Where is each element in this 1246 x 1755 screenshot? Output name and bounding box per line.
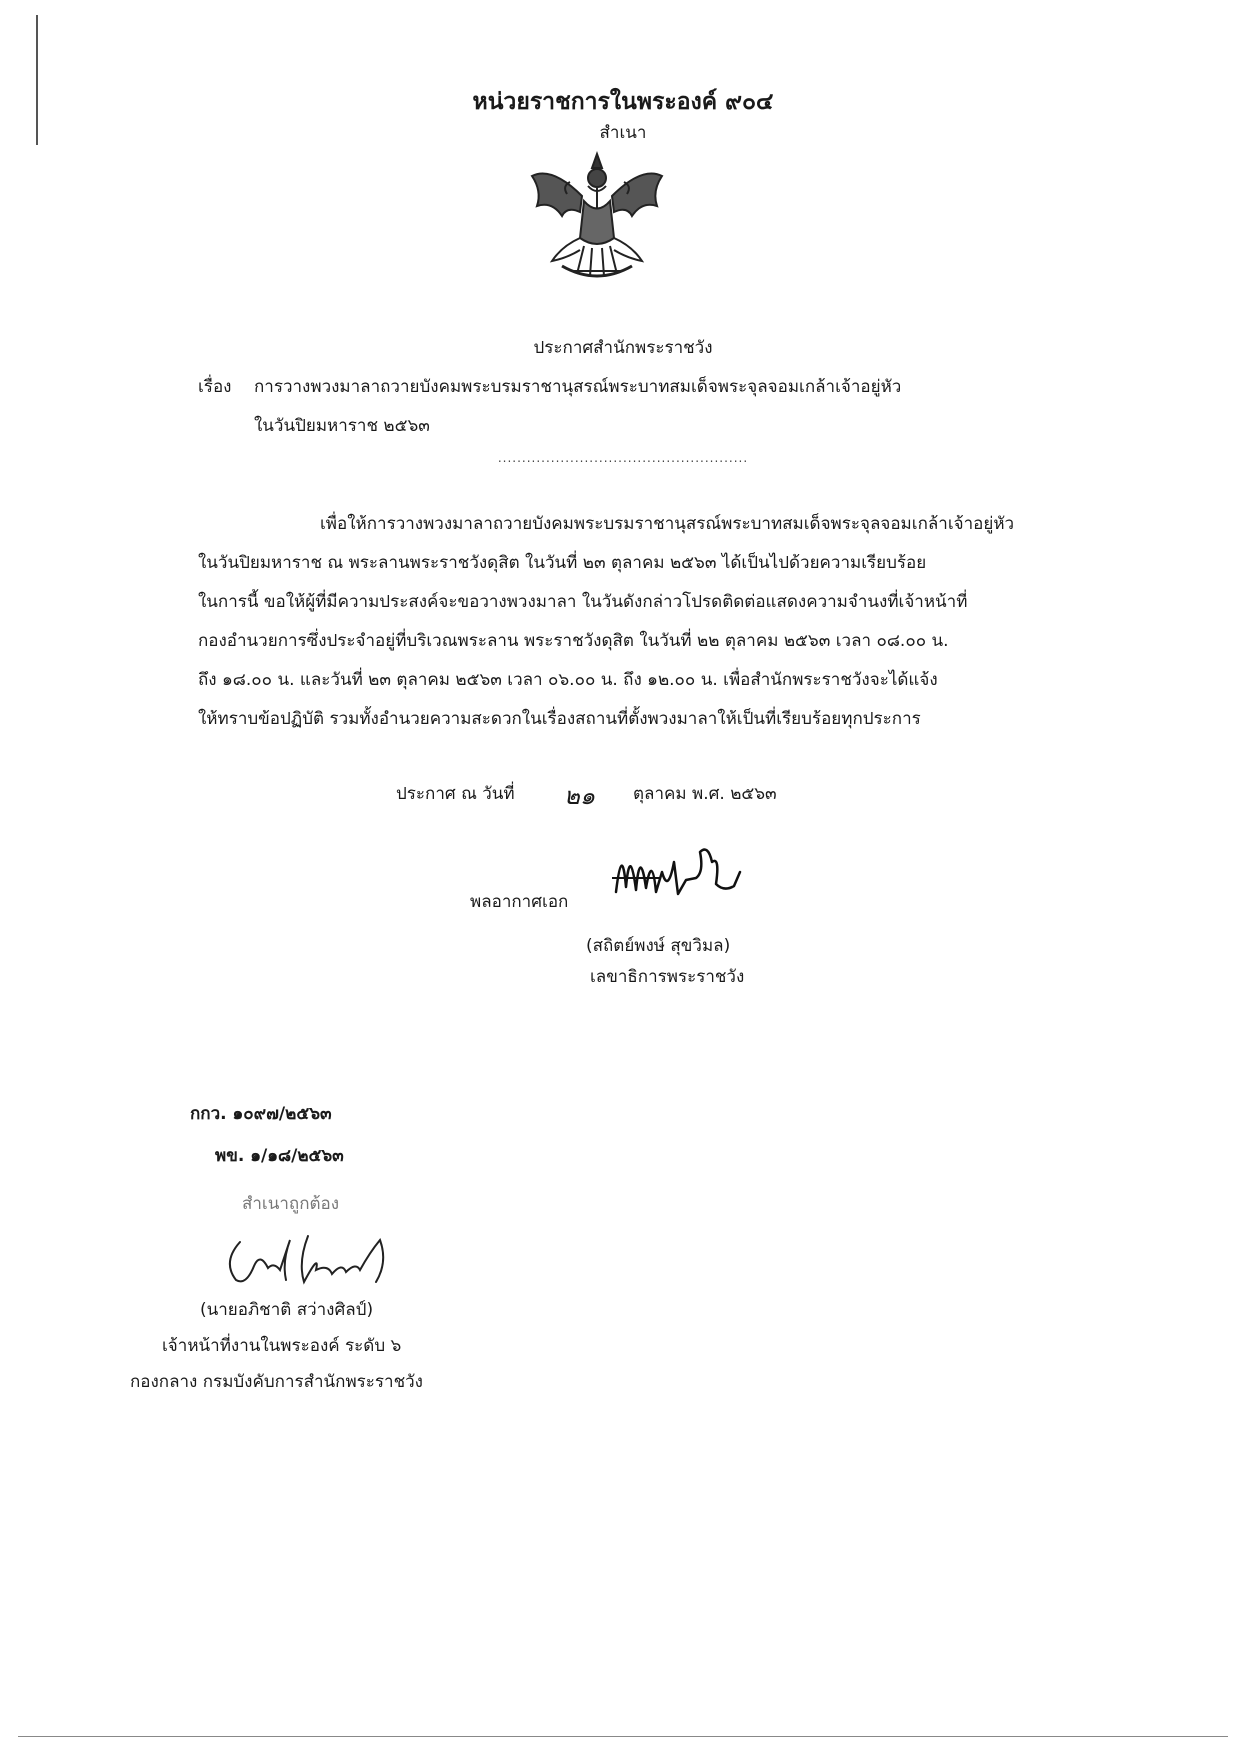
certifier-department: กองกลาง กรมบังคับการสำนักพระราชวัง [130, 1372, 423, 1392]
subject-label: เรื่อง [198, 377, 232, 397]
body-line: กองอำนวยการซึ่งประจำอยู่ที่บริเวณพระลาน พระราชวังดุสิต ในวันที่ ๒๒ ตุลาคม ๒๕๖๓ เวลา ๐๘.๐๐ น. [198, 631, 949, 651]
subject-line-2: ในวันปิยมหาราช ๒๕๖๓ [254, 416, 430, 436]
reference-number-1: กกว. ๑๐๙๗/๒๕๖๓ [190, 1104, 332, 1124]
unit-title: หน่วยราชการในพระองค์ ๙๐๔ [472, 89, 774, 115]
body-line: ให้ทราบข้อปฏิบัติ รวมทั้งอำนวยความสะดวกในเรื่องสถานที่ตั้งพวงมาลาให้เป็นที่เรียบร้อยทุกประการ [198, 709, 921, 729]
certifier-name: (นายอภิชาติ สว่างศิลป์) [200, 1300, 374, 1320]
separator-dots: .................................................... [497, 451, 749, 465]
handwritten-date-day: ๒๑ [564, 782, 596, 810]
announcement-title: ประกาศสำนักพระราชวัง [533, 338, 713, 358]
date-suffix: ตุลาคม พ.ศ. ๒๕๖๓ [633, 784, 777, 804]
garuda-emblem [522, 146, 672, 286]
body-line: ในการนี้ ขอให้ผู้ที่มีความประสงค์จะขอวางพวงมาลา ในวันดังกล่าวโปรดติดต่อแสดงความจำนงที่เจ้าหน้าที่ [198, 592, 968, 612]
reference-number-2: พข. ๑/๑๘/๒๕๖๓ [215, 1146, 344, 1166]
body-line: ในวันปิยมหาราช ณ พระลานพระราชวังดุสิต ในวันที่ ๒๓ ตุลาคม ๒๕๖๓ ได้เป็นไปด้วยความเรียบร้อย [198, 553, 927, 573]
body-line: เพื่อให้การวางพวงมาลาถวายบังคมพระบรมราชานุสรณ์พระบาทสมเด็จพระจุลจอมเกล้าเจ้าอยู่หัว [320, 514, 1015, 534]
signatory-name: (สถิตย์พงษ์ สุขวิมล) [586, 936, 731, 956]
page-bottom-line [18, 1736, 1228, 1737]
date-prefix: ประกาศ ณ วันที่ [396, 784, 515, 804]
signatory-rank: พลอากาศเอก [470, 892, 569, 912]
body-line: ถึง ๑๘.๐๐ น. และวันที่ ๒๓ ตุลาคม ๒๕๖๓ เวลา ๐๖.๐๐ น. ถึง ๑๒.๐๐ น. เพื่อสำนักพระราชวังจะได้แจ้ง [198, 670, 938, 690]
certifier-signature [220, 1222, 420, 1292]
subject-line-1: การวางพวงมาลาถวายบังคมพระบรมราชานุสรณ์พระบาทสมเด็จพระจุลจอมเกล้าเจ้าอยู่หัว [254, 377, 902, 397]
signatory-signature [608, 832, 758, 912]
signatory-position: เลขาธิการพระราชวัง [590, 967, 745, 987]
certified-copy-stamp: สำเนาถูกต้อง [242, 1194, 340, 1214]
certifier-position: เจ้าหน้าที่งานในพระองค์ ระดับ ๖ [162, 1336, 402, 1356]
copy-label: สำเนา [599, 123, 647, 143]
